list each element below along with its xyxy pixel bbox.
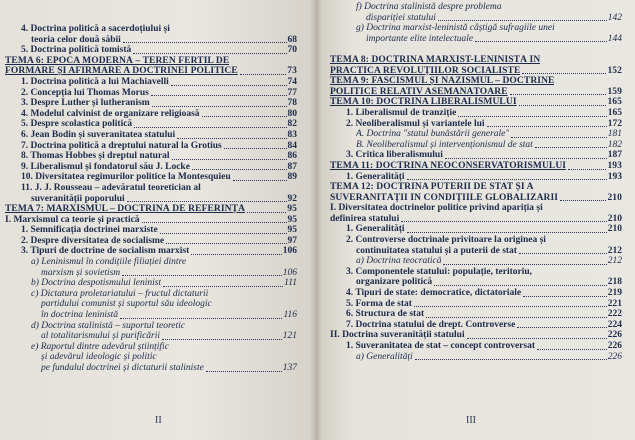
- toc-entry-page: 212: [607, 245, 622, 256]
- toc-entry-title: a) Doctrina teocratică: [356, 256, 442, 267]
- toc-entry-title: 3. Componentele statului: populație, teritoriu,: [346, 266, 533, 277]
- toc-entry: [5, 310, 297, 321]
- toc-entry: [5, 204, 297, 215]
- toc-leader-dots: [166, 243, 286, 244]
- toc-leader-dots: [535, 147, 607, 148]
- toc-entry: [5, 225, 297, 236]
- toc-entry-page: 172: [607, 118, 622, 129]
- toc-entry-page: 165: [607, 97, 622, 108]
- toc-entry-title: a) Generalități: [356, 351, 413, 362]
- toc-entry: [330, 150, 622, 161]
- toc-entry-title: TEMA 9: FASCISMUL ȘI NAZISMUL – DOCTRINE: [330, 76, 555, 87]
- toc-entry: [5, 35, 297, 46]
- toc-leader-dots: [240, 74, 286, 75]
- toc-entry-title: 1. Generalități: [346, 224, 405, 235]
- toc-entry-page: 74: [287, 76, 297, 87]
- right-toc: [330, 2, 622, 362]
- toc-entry-title: c) Dictatura proletariatului – fructul dictaturii: [31, 288, 209, 299]
- toc-entry: [330, 108, 622, 119]
- toc-entry: [330, 66, 622, 77]
- toc-entry-title: f) Doctrina stalinistă despre problema: [356, 2, 502, 12]
- toc-entry-title: și adevărul ideologic și politic: [41, 352, 157, 363]
- toc-entry-title: 4. Tipuri de state: democratice, dictatoriale: [346, 288, 522, 299]
- toc-leader-dots: [443, 264, 606, 265]
- left-page: [0, 0, 316, 440]
- toc-entry-page: 121: [282, 331, 297, 342]
- toc-leader-dots: [152, 106, 287, 107]
- toc-entry-title: 1. Semnificația doctrinei marxiste: [21, 225, 158, 236]
- toc-entry-title: I. Marxismul ca teorie și practică: [5, 214, 140, 225]
- toc-leader-dots: [519, 105, 607, 106]
- toc-entry-page: 144: [607, 33, 622, 44]
- toc-entry: [330, 55, 622, 66]
- book-gutter: [310, 0, 322, 440]
- toc-leader-dots: [134, 127, 286, 128]
- toc-entry-page: 181: [607, 129, 622, 140]
- toc-entry-title: PRACTICA REVOLUȚIILOR SOCIALISTE: [330, 65, 521, 76]
- toc-entry-title: 1. Doctrina politică a lui Machiavelli: [21, 76, 169, 87]
- toc-entry-page: 116: [283, 310, 297, 321]
- toc-entry-page: 106: [282, 267, 297, 278]
- toc-entry: [330, 161, 622, 172]
- toc-leader-dots: [510, 94, 607, 95]
- toc-entry-title: TEMA 7: MARXISMUL – DOCTRINĂ DE REFERINȚĂ: [5, 204, 246, 215]
- toc-entry: [5, 257, 297, 268]
- toc-entry-page: 70: [287, 45, 297, 56]
- toc-leader-dots: [151, 95, 287, 96]
- toc-entry: [5, 56, 297, 67]
- toc-entry-page: 226: [607, 351, 622, 362]
- toc-entry-title: d) Doctrina stalinistă – suportul teoretic: [31, 320, 186, 331]
- toc-entry-page: 111: [284, 278, 297, 289]
- toc-entry: [5, 215, 297, 226]
- toc-leader-dots: [224, 148, 287, 149]
- toc-entry: [5, 66, 297, 77]
- toc-entry-page: 219: [607, 288, 622, 299]
- toc-leader-dots: [475, 41, 607, 42]
- toc-leader-dots: [206, 371, 282, 372]
- toc-entry: [330, 23, 622, 34]
- toc-leader-dots: [122, 275, 282, 276]
- toc-entry-page: 95: [287, 204, 297, 215]
- toc-entry-title: II. Doctrina suveranității statului: [330, 330, 465, 341]
- toc-entry-title: 11. J. J. Rousseau – adevăratul teoretician al: [21, 182, 201, 193]
- toc-entry: [5, 98, 297, 109]
- toc-leader-dots: [127, 201, 287, 202]
- toc-entry: [5, 151, 297, 162]
- toc-entry-title: B. Neoliberalismul și intervenționismul de stat: [356, 139, 533, 150]
- toc-entry-title: 9. Liberalismul și fondatorul său J. Locke: [21, 161, 190, 172]
- toc-leader-dots: [123, 42, 287, 43]
- toc-leader-dots: [407, 179, 607, 180]
- toc-entry-title: 2. Controverse doctrinale privitoare la originea și: [346, 235, 546, 246]
- toc-leader-dots: [171, 85, 287, 86]
- toc-entry-page: 73: [287, 66, 297, 77]
- toc-entry-title: SUVERANITĂȚII ÎN CONDIȚIILE GLOBALIZĂRII: [330, 192, 559, 203]
- toc-leader-dots: [177, 138, 286, 139]
- toc-entry: [330, 246, 622, 257]
- toc-entry-title: 5. Despre scolastica politică: [21, 119, 133, 130]
- toc-leader-dots: [487, 126, 607, 127]
- toc-entry: [330, 288, 622, 299]
- toc-entry-title: 1. Generalități: [346, 171, 405, 182]
- toc-entry-title: 2. Despre diversitatea de socialisme: [21, 235, 165, 246]
- toc-entry-title: TEMA 6: EPOCA MODERNĂ – TEREN FERTIL DE: [5, 55, 230, 66]
- toc-entry-page: 95: [287, 214, 297, 225]
- toc-entry-page: 187: [607, 150, 622, 161]
- toc-entry-title: în doctrina leninistă: [41, 310, 119, 321]
- right-page: [316, 0, 635, 440]
- toc-entry-page: 82: [287, 119, 297, 130]
- toc-leader-dots: [163, 286, 283, 287]
- toc-entry-page: 97: [287, 235, 297, 246]
- toc-leader-dots: [192, 169, 287, 170]
- toc-entry-title: continuitatea statului și a puterii de stat: [356, 245, 517, 256]
- toc-leader-dots: [172, 159, 287, 160]
- toc-entry: [330, 309, 622, 320]
- toc-entry-title: definirea statului: [330, 213, 400, 224]
- toc-entry-page: 165: [607, 107, 622, 118]
- toc-entry: [330, 172, 622, 183]
- toc-entry-page: 77: [287, 87, 297, 98]
- toc-entry: [5, 352, 297, 363]
- toc-entry: [330, 299, 622, 310]
- toc-entry: [330, 235, 622, 246]
- toc-entry: [330, 87, 622, 98]
- toc-entry: [5, 236, 297, 247]
- toc-entry-page: 87: [287, 161, 297, 172]
- toc-entry: [330, 330, 622, 341]
- toc-entry-title: TEMA 12: DOCTRINA PUTERII DE STAT ȘI A: [330, 182, 534, 193]
- toc-entry: [5, 183, 297, 194]
- toc-entry-title: TEMA 10: DOCTRINA LIBERALISMULUI: [330, 97, 517, 108]
- toc-leader-dots: [434, 285, 607, 286]
- toc-entry-page: 95: [287, 225, 297, 236]
- toc-entry: [330, 256, 622, 267]
- toc-leader-dots: [426, 317, 607, 318]
- toc-entry-title: a) Leninismul în condițiile filiației dintre: [31, 257, 187, 268]
- toc-entry-title: b) Doctrina despotismului leninist: [31, 278, 162, 289]
- toc-leader-dots: [233, 180, 287, 181]
- toc-entry: [330, 44, 622, 55]
- toc-entry-page: 193: [607, 160, 622, 171]
- toc-entry: [5, 162, 297, 173]
- toc-entry: [330, 193, 622, 204]
- toc-entry-page: 106: [282, 246, 297, 257]
- toc-leader-dots: [517, 327, 606, 328]
- toc-entry: [330, 352, 622, 363]
- toc-entry: [330, 97, 622, 108]
- toc-entry-page: 159: [607, 86, 622, 97]
- toc-entry: [5, 77, 297, 88]
- toc-entry-title: 3. Tipuri de doctrine de socialism marxist: [21, 246, 190, 257]
- toc-entry-page: 193: [607, 171, 622, 182]
- toc-entry: [5, 278, 297, 289]
- toc-entry-page: 212: [607, 256, 622, 267]
- toc-entry-title: teoria celor două săbii: [31, 34, 121, 45]
- toc-entry: [330, 214, 622, 225]
- toc-entry: [330, 341, 622, 352]
- toc-entry-page: 86: [287, 151, 297, 162]
- toc-entry-page: 226: [607, 341, 622, 351]
- toc-entry-title: 3. Despre Luther și lutheranism: [21, 98, 150, 109]
- toc-entry-title: POLITICE RELATIV ASEMĂNĂTOARE: [330, 86, 508, 97]
- toc-entry-title: al totalitarismului și purificării: [41, 331, 161, 342]
- toc-leader-dots: [202, 116, 287, 117]
- toc-entry: [5, 246, 297, 257]
- toc-entry-page: 210: [607, 213, 622, 224]
- toc-entry: [5, 109, 297, 120]
- toc-entry-title: g) Doctrina marxist-leninistă câștigă sufragiile unei: [356, 23, 555, 34]
- toc-entry: [5, 119, 297, 130]
- toc-entry-title: dispariției statului: [366, 12, 436, 23]
- toc-leader-dots: [247, 212, 286, 213]
- toc-entry: [330, 140, 622, 151]
- toc-entry-page: 221: [607, 298, 622, 309]
- toc-entry-title: 1. Liberalismul de tranziție: [346, 107, 457, 118]
- toc-entry-title: organizare politică: [356, 277, 433, 288]
- toc-leader-dots: [537, 349, 607, 350]
- toc-entry-page: 182: [607, 139, 622, 150]
- toc-entry: [330, 224, 622, 235]
- toc-entry-title: 7. Doctrina statului de drept. Controverse: [346, 319, 516, 330]
- toc-entry-title: suveranității poporului: [31, 193, 125, 204]
- toc-entry: [5, 268, 297, 279]
- toc-entry-page: 89: [287, 172, 297, 183]
- toc-entry: [330, 267, 622, 278]
- toc-entry-page: 92: [287, 193, 297, 204]
- toc-entry: [330, 13, 622, 24]
- toc-entry: [5, 141, 297, 152]
- toc-entry-page: 83: [287, 129, 297, 140]
- toc-leader-dots: [414, 306, 607, 307]
- toc-entry-title: FORMARE ȘI AFIRMARE A DOCTRINEI POLITICE: [5, 66, 238, 77]
- toc-entry: [5, 24, 297, 35]
- toc-leader-dots: [438, 20, 607, 21]
- left-toc: [5, 24, 297, 374]
- toc-entry: [330, 119, 622, 130]
- toc-entry-title: 2. Neoliberalismul și variantele lui: [346, 118, 485, 129]
- toc-entry-title: A. Doctrina "statul bunăstării generale": [356, 129, 510, 140]
- toc-entry-page: 210: [607, 224, 622, 235]
- toc-leader-dots: [511, 137, 606, 138]
- toc-entry-title: TEMA 8: DOCTRINA MARXIST-LENINISTĂ ÎN: [330, 54, 541, 65]
- toc-leader-dots: [191, 254, 281, 255]
- toc-entry: [330, 2, 622, 13]
- toc-leader-dots: [160, 233, 287, 234]
- toc-entry-title: 5. Forma de stat: [346, 298, 412, 309]
- toc-leader-dots: [407, 232, 607, 233]
- toc-entry-page: 142: [607, 12, 622, 23]
- toc-entry-title: TEMA 11: DOCTRINA NEOCONSERVATORISMULUI: [330, 160, 567, 171]
- toc-leader-dots: [458, 116, 606, 117]
- toc-entry: [330, 320, 622, 331]
- toc-entry-title: 6. Jean Bodin și suveranitatea statului: [21, 129, 176, 140]
- toc-entry-title: 6. Structura de stat: [346, 309, 425, 320]
- toc-entry: [5, 363, 297, 374]
- toc-entry-title: 5. Doctrina politică tomistă: [21, 45, 132, 56]
- toc-entry-title: 1. Suveranitatea de stat – concept controversat: [346, 341, 535, 351]
- toc-entry-title: 10. Diversitatea regimurilor politice la Montesquieu: [21, 172, 231, 183]
- left-page-number: II: [155, 415, 162, 426]
- toc-leader-dots: [401, 221, 607, 222]
- toc-entry-page: 222: [607, 309, 622, 320]
- toc-entry-title: pe fundalul doctrinei și dictaturii staliniste: [41, 363, 204, 373]
- toc-entry-title: 8. Thomas Hobbes și dreptul natural: [21, 151, 170, 162]
- toc-leader-dots: [162, 339, 282, 340]
- toc-entry: [5, 342, 297, 353]
- toc-entry-page: 224: [607, 319, 622, 330]
- toc-entry: [5, 130, 297, 141]
- toc-leader-dots: [133, 53, 286, 54]
- toc-entry-title: marxism și sovietism: [41, 267, 121, 278]
- right-page-number: III: [466, 415, 476, 426]
- toc-leader-dots: [560, 200, 606, 201]
- toc-entry: [330, 129, 622, 140]
- toc-entry-page: 137: [282, 363, 297, 373]
- toc-entry: [5, 194, 297, 205]
- toc-entry: [5, 299, 297, 310]
- toc-entry-title: 4. Doctrina politică a sacerdoțiului și: [21, 24, 170, 34]
- toc-entry: [5, 289, 297, 300]
- toc-leader-dots: [415, 359, 607, 360]
- toc-entry-title: 4. Modelul calvinist de organizare religioasă: [21, 108, 200, 119]
- toc-leader-dots: [120, 318, 282, 319]
- toc-entry-title: 7. Doctrina politică a dreptului natural la Grotius: [21, 140, 222, 151]
- toc-entry-page: 80: [287, 108, 297, 119]
- toc-entry: [5, 172, 297, 183]
- toc-entry-page: 84: [287, 140, 297, 151]
- toc-entry: [5, 45, 297, 56]
- toc-entry-page: 78: [287, 98, 297, 109]
- toc-entry-title: 3. Critica liberalismului: [346, 150, 443, 161]
- toc-entry-page: 68: [287, 34, 297, 45]
- toc-leader-dots: [467, 338, 607, 339]
- toc-leader-dots: [568, 169, 606, 170]
- toc-leader-dots: [522, 73, 606, 74]
- toc-entry-title: importante elite intelectuale: [366, 33, 474, 44]
- toc-entry: [330, 76, 622, 87]
- toc-entry: [5, 88, 297, 99]
- toc-entry-page: 226: [607, 330, 622, 341]
- toc-entry: [330, 182, 622, 193]
- toc-leader-dots: [445, 158, 607, 159]
- toc-entry-title: partidului comunist și suportul său ideologic: [41, 299, 212, 310]
- toc-entry: [330, 34, 622, 45]
- toc-entry: [330, 203, 622, 214]
- toc-entry: [5, 321, 297, 332]
- toc-leader-dots: [523, 296, 607, 297]
- toc-entry-title: I. Diversitatea doctrinelor politice privind apariția și: [330, 203, 543, 214]
- toc-entry: [5, 331, 297, 342]
- toc-entry-page: 210: [607, 192, 622, 203]
- toc-entry-page: 218: [607, 277, 622, 288]
- toc-entry-title: e) Raportul dintre adevărul științific: [31, 341, 169, 352]
- toc-entry-page: 152: [607, 65, 622, 76]
- toc-entry-title: 2. Concepția lui Thomas Morus: [21, 87, 149, 98]
- toc-entry: [330, 277, 622, 288]
- toc-leader-dots: [519, 253, 607, 254]
- toc-leader-dots: [142, 222, 287, 223]
